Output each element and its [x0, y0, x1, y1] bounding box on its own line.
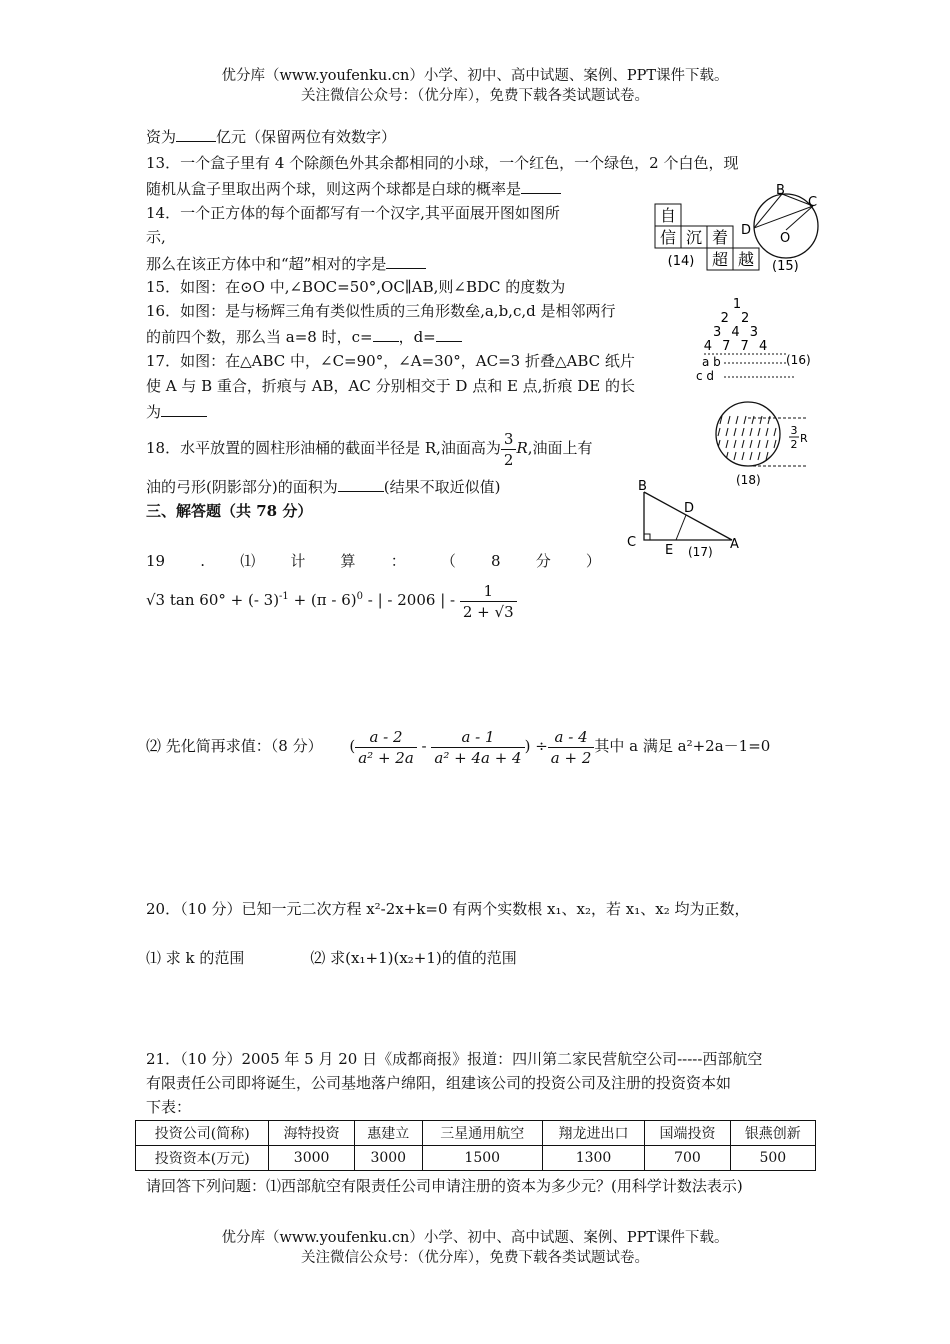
- net-char: 沉: [685, 228, 703, 247]
- q19-label-part: ）: [585, 552, 601, 570]
- point-label: D: [684, 501, 695, 516]
- table-cell: 投资资本(万元): [136, 1146, 269, 1171]
- page-footer-line1: 优分库（www.youfenku.cn）小学、初中、高中试题、案例、PPT课件下载。: [221, 1230, 729, 1246]
- q19-expr-c: - | - 2006 | -: [363, 591, 460, 609]
- q19-f2-num: a - 1: [431, 727, 524, 748]
- q19-label-part: 8: [491, 552, 501, 570]
- q19-f3-num: a - 4: [548, 727, 595, 748]
- triangle-row: 1: [732, 297, 742, 312]
- q19-f2-den: a² + 4a + 4: [434, 748, 522, 767]
- oil-shade: [718, 416, 776, 460]
- figure-18-oil-tank: [708, 398, 812, 488]
- q18-post: ,油面上有: [527, 439, 593, 457]
- table-cell: 1300: [542, 1146, 645, 1171]
- point-label: B: [776, 183, 785, 198]
- q13-text: 随机从盒子里取出两个球，则这两个球都是白球的概率是: [146, 180, 522, 198]
- q19-f2: [431, 727, 524, 768]
- triangle-row: 3 4 3: [712, 325, 762, 340]
- q16-line2: [146, 325, 462, 348]
- figure-17-triangle: [624, 478, 748, 562]
- page-footer-line2: 关注微信公众号：（优分库），免费下载各类试题试卷。: [301, 1250, 649, 1266]
- q18-text-a: 油的弓形(阴影部分)的面积为: [146, 478, 338, 496]
- point-label: C: [627, 535, 637, 550]
- q19-expr-a: √3 tan 60° + (- 3): [146, 591, 280, 609]
- table-header-cell: 海特投资: [269, 1121, 354, 1146]
- q21-question: 请回答下列问题：⑴西部航空有限责任公司申请注册的资本为多少元？(用科学计数法表示): [146, 1177, 743, 1195]
- q14-line1: 14．一个正方体的每个面都写有一个汉字,其平面展开图如图所: [146, 204, 560, 222]
- q17-text: 为: [146, 403, 162, 421]
- q18-fraction: [501, 429, 517, 470]
- q19-f3-den: a + 2: [550, 748, 592, 767]
- q19-exp2: 0: [356, 591, 363, 602]
- q19-f1-den: a² + 2a: [358, 748, 414, 767]
- q16-blank-c: [373, 325, 399, 342]
- q19-exp1: -1: [279, 591, 289, 602]
- q19-label-part: 算: [340, 552, 356, 570]
- q19-label-part: 分: [535, 552, 551, 570]
- q16-blank-d: [436, 325, 462, 342]
- q19-label-part: .: [200, 552, 206, 570]
- page-header-line1: 优分库（www.youfenku.cn）小学、初中、高中试题、案例、PPT课件下载。: [221, 68, 729, 84]
- q19-part2-label: ⑵ 先化简再求值：（8 分）: [146, 737, 323, 755]
- table-cell: 3000: [269, 1146, 354, 1171]
- q14-blank: [386, 252, 426, 269]
- net-char: 信: [659, 228, 677, 247]
- q21-line1: 21．（10 分）2005 年 5 月 20 日《成都商报》报道：四川第二家民营航空公司-----西部航空: [146, 1050, 763, 1068]
- q13-line1: 13．一个盒子里有 4 个除颜色外其余都相同的小球，一个红色，一个绿色，2 个白色，现: [146, 154, 739, 172]
- triangle-abc: [644, 492, 732, 540]
- q20-parts: [146, 947, 517, 969]
- q19-label: [146, 550, 601, 572]
- figure-17-label: (17): [688, 545, 713, 559]
- point-label: B: [638, 479, 647, 494]
- table-cell: 3000: [354, 1146, 422, 1171]
- q19-frac-den: 2 + √3: [462, 602, 514, 621]
- q16-text-a: 的前四个数，那么当 a=8 时，c=: [146, 328, 373, 346]
- q19-label-part: 19: [146, 552, 166, 570]
- q15-line: 15．如图：在⊙O 中,∠BOC=50°,OC∥AB,则∠BDC 的度数为: [146, 278, 566, 296]
- figure-16-number-triangle: [690, 294, 820, 390]
- height-frac-den: 2: [790, 438, 798, 451]
- figure-18-label: (18): [736, 473, 761, 487]
- q13-line2: [146, 177, 561, 200]
- q18-text-b: (结果不取近似值): [383, 478, 501, 496]
- q18-blank: [338, 475, 384, 492]
- table-cell: 700: [645, 1146, 730, 1171]
- q19-label-part: （: [440, 552, 456, 570]
- table-row: [136, 1121, 816, 1146]
- q21-line3: 下表：: [146, 1098, 192, 1116]
- q17-line2: 使 A 与 B 重合，折痕与 AB，AC 分别相交于 D 点和 E 点,折痕 DE 的长: [146, 377, 635, 395]
- q12-pre: 资为: [146, 128, 177, 146]
- net-char: 自: [659, 206, 677, 225]
- table-header-cell: 国端投资: [645, 1121, 730, 1146]
- point-label: A: [730, 537, 739, 552]
- q16-text-b: ，d=: [398, 328, 436, 346]
- q12-blank: [176, 125, 216, 142]
- fold-line-de: [676, 515, 686, 540]
- table-header-cell: 惠建立: [354, 1121, 422, 1146]
- q21-line2: 有限责任公司即将诞生，公司基地落户绵阳，组建该公司的投资公司及注册的投资资本如: [146, 1074, 732, 1092]
- q19-expression-1: [146, 575, 517, 622]
- q19-label-part: 计: [290, 552, 306, 570]
- q20-part2: ⑵ 求(x₁+1)(x₂+1)的值的范围: [310, 949, 517, 967]
- table-header-cell: 三星通用航空: [422, 1121, 542, 1146]
- section-3-title: 三、解答题（共 78 分）: [146, 502, 313, 520]
- table-header-cell: 翔龙进出口: [542, 1121, 645, 1146]
- page-header-line2: 关注微信公众号：（优分库），免费下载各类试题试卷。: [301, 88, 649, 104]
- q18-line2: [146, 475, 500, 498]
- q18-var: R: [516, 439, 528, 457]
- q17-blank: [161, 400, 207, 417]
- figure-16-label: (16): [786, 353, 811, 367]
- q18-line1: [146, 428, 593, 470]
- tank-circle: [716, 402, 780, 466]
- triangle-row-ab: a b: [702, 355, 721, 369]
- q18-pre: 18．水平放置的圆柱形油桶的截面半径是 R,油面高为: [146, 439, 501, 457]
- table-header-cell: 投资公司(简称): [136, 1121, 269, 1146]
- right-angle-mark: [644, 534, 650, 540]
- table-cell: 500: [730, 1146, 815, 1171]
- q19-expr-b: + (π - 6): [288, 591, 357, 609]
- q13-blank: [521, 177, 561, 194]
- point-label: O: [780, 231, 791, 246]
- q18-frac-den: 2: [503, 450, 514, 469]
- point-label: D: [741, 223, 752, 238]
- q19-f3: [548, 727, 595, 768]
- net-char: 着: [711, 228, 729, 247]
- height-var: R: [800, 432, 808, 445]
- figure-15-label: (15): [772, 259, 799, 274]
- q19-frac-num: 1: [460, 581, 517, 602]
- q18-frac-num: 3: [501, 429, 517, 450]
- q14-text: 那么在该正方体中和“超”相对的字是: [146, 255, 387, 273]
- table-cell: 1500: [422, 1146, 542, 1171]
- figure-14-label: (14): [667, 254, 695, 269]
- q17-line1: 17．如图：在△ABC 中，∠C=90°，∠A=30°，AC=3 折叠△ABC 纸片: [146, 352, 635, 370]
- q16-line1: 16．如图：是与杨辉三角有类似性质的三角形数垒,a,b,c,d 是相邻两行: [146, 302, 616, 320]
- q19-condition: 其中 a 满足 a²+2a－1=0: [594, 737, 771, 755]
- q12-post: 亿元（保留两位有效数字）: [216, 128, 397, 146]
- triangle-row: 2 2: [720, 311, 754, 326]
- point-label: E: [665, 543, 674, 558]
- net-char: 越: [737, 250, 755, 269]
- q17-line3: [146, 400, 207, 423]
- q20-part1: ⑴ 求 k 的范围: [146, 949, 245, 967]
- table-row: [136, 1146, 816, 1171]
- q19-fraction: [460, 581, 517, 622]
- q19-label-part: ：: [390, 552, 406, 570]
- q20-line1: 20．（10 分）已知一元二次方程 x²-2x+k=0 有两个实数根 x₁、x₂，若 x₁、x₂ 均为正数，: [146, 900, 750, 918]
- q19-f1-num: a - 2: [355, 727, 417, 748]
- figure-15-circle: [738, 182, 822, 276]
- point-label: C: [808, 195, 818, 210]
- triangle-row-cd: c d: [696, 369, 715, 383]
- q14-line2: 示,: [146, 228, 166, 246]
- triangle-row: 4 7 7 4: [703, 339, 771, 354]
- investment-table: [135, 1120, 816, 1171]
- height-frac-num: 3: [790, 424, 798, 437]
- q12-line: [146, 125, 396, 148]
- table-header-cell: 银燕创新: [730, 1121, 815, 1146]
- q19-label-part: ⑴: [240, 552, 256, 570]
- q19-f1: [355, 727, 417, 768]
- q14-line3: [146, 252, 426, 275]
- q19-part2: ⑵ 先化简再求值：（8 分） ( $\frac{a - 2}{\text{a² + 2a}}$ - $\frac{a - 1}{\text{a² + 4a + 4}}$ ) ÷ $\frac{a - 4}{a + 2}$ 其中 a 满足 a²+2a－1=0: [146, 727, 771, 767]
- net-char: 超: [711, 250, 729, 269]
